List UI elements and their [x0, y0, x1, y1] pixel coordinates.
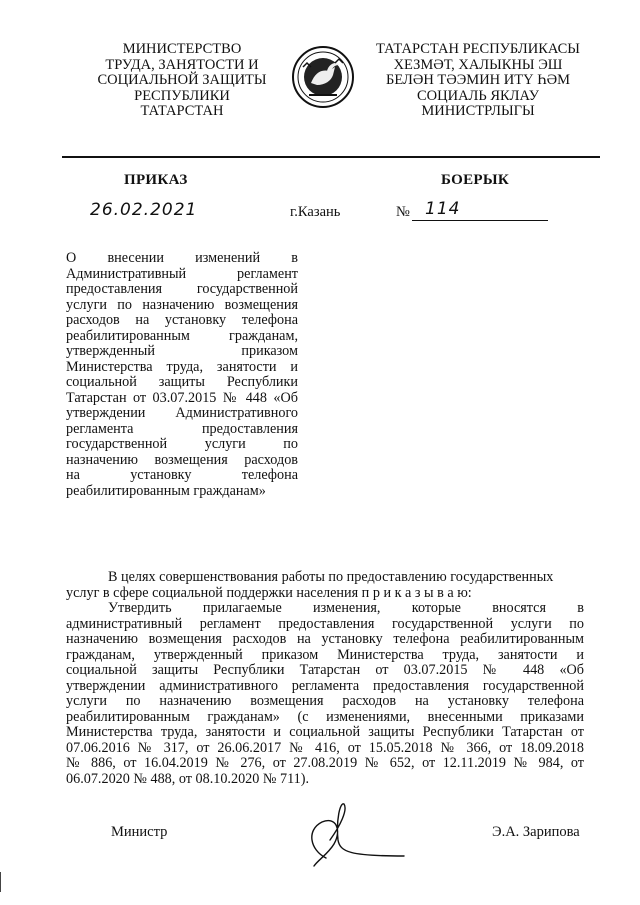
body-line: административный регламент предоставления государственной услуги по: [66, 615, 584, 632]
subject-line: О внесении изменений в: [66, 250, 298, 266]
subject-line: Административный регламент: [66, 265, 298, 282]
ministry-ru-line: ТРУДА, ЗАНЯТОСТИ И: [105, 56, 259, 73]
order-subject: [66, 251, 298, 499]
subject-line: реабилитированным гражданам,: [66, 327, 298, 344]
subject-line: услуги по назначению возмещения: [66, 296, 298, 313]
subject-line: расходов на установку телефона: [66, 312, 298, 328]
body-line: Утвердить прилагаемые изменения, которые вносятся в: [108, 600, 584, 616]
order-title-russian: ПРИКАЗ: [124, 172, 188, 188]
ministry-name-tatar: [352, 42, 604, 120]
body-line: № 886, от 16.04.2019 № 276, от 27.08.2019 № 652, от 12.11.2019 № 984, от: [66, 755, 584, 771]
subject-line: социальной защиты Республики: [66, 374, 298, 390]
body-line: услуг в сфере социальной поддержки населения п р и к а з ы в а ю:: [66, 584, 472, 601]
subject-line: Татарстан от 03.07.2015 № 448 «Об: [66, 389, 298, 406]
signatory-name: Э.А. Зарипова: [492, 824, 580, 840]
subject-line: реабилитированным гражданам»: [66, 482, 266, 499]
ministry-tt-line: МИНИСТРЛЫГЫ: [421, 103, 535, 119]
number-sign: №: [396, 204, 410, 220]
ministry-ru-line: ТАТАРСТАН: [140, 103, 224, 119]
ministry-ru-line: РЕСПУБЛИКИ: [134, 87, 230, 104]
ministry-ru-line: МИНИСТЕРСТВО: [122, 41, 242, 57]
ministry-tt-line: ТАТАРСТАН РЕСПУБЛИКАСЫ: [376, 41, 580, 57]
subject-line: утвержденный приказом: [66, 343, 298, 359]
subject-line: Министерства труда, занятости и: [66, 358, 298, 375]
subject-line: государственной услуги по: [66, 436, 298, 452]
ministry-tt-line: СОЦИАЛЬ ЯКЛАУ: [417, 87, 539, 104]
subject-line: назначению возмещения расходов: [66, 451, 298, 468]
subject-line: регламента предоставления: [66, 420, 298, 437]
body-line: реабилитированным гражданам» (с изменениями, внесенными приказами: [66, 708, 584, 725]
order-number: 114: [425, 199, 461, 219]
subject-line: утверждении Административного: [66, 405, 298, 421]
tatarstan-coat-of-arms-icon: [291, 45, 355, 109]
ministry-tt-line: БЕЛӘН ТӘЭМИН ИТҮ ҺӘМ: [386, 72, 570, 88]
body-line: утверждении административного регламента предоставления государственной: [66, 677, 584, 694]
header-divider: [62, 156, 600, 158]
body-line: услуги по назначению возмещения расходов на установку телефона: [66, 693, 584, 709]
order-city: г.Казань: [290, 204, 341, 220]
order-date: 26.02.2021: [90, 200, 198, 220]
handwritten-signature: [296, 800, 406, 872]
body-line: 07.06.2016 № 317, от 26.06.2017 № 416, от 15.05.2018 № 366, от 18.09.2018: [66, 739, 584, 756]
body-line: В целях совершенствования работы по предоставлению государственных: [108, 569, 554, 585]
body-line: назначению возмещения расходов на установку телефона реабилитированным: [66, 631, 584, 647]
order-title-tatar: БОЕРЫК: [441, 172, 510, 188]
ministry-tt-line: ХЕЗМӘТ, ХАЛЫКНЫ ЭШ: [393, 56, 563, 73]
body-line: 06.07.2020 № 488, от 08.10.2020 № 711).: [66, 770, 310, 787]
body-line: социальной защиты Республики Татарстан от 03.07.2015 № 448 «Об: [66, 662, 584, 678]
scan-margin-mark: [0, 872, 1, 892]
order-body: [66, 570, 584, 787]
subject-line: предоставления государственной: [66, 281, 298, 297]
number-underline: [412, 220, 548, 221]
ministry-ru-line: СОЦИАЛЬНОЙ ЗАЩИТЫ: [97, 72, 267, 88]
signatory-title: Министр: [111, 824, 168, 840]
body-line: гражданам, утвержденный приказом Министерства труда, занятости и: [66, 646, 584, 663]
body-line: Министерства труда, занятости и социальной защиты Республики Татарстан от: [66, 724, 584, 740]
subject-line: на установку телефона: [66, 467, 298, 483]
ministry-name-russian: [62, 42, 302, 120]
